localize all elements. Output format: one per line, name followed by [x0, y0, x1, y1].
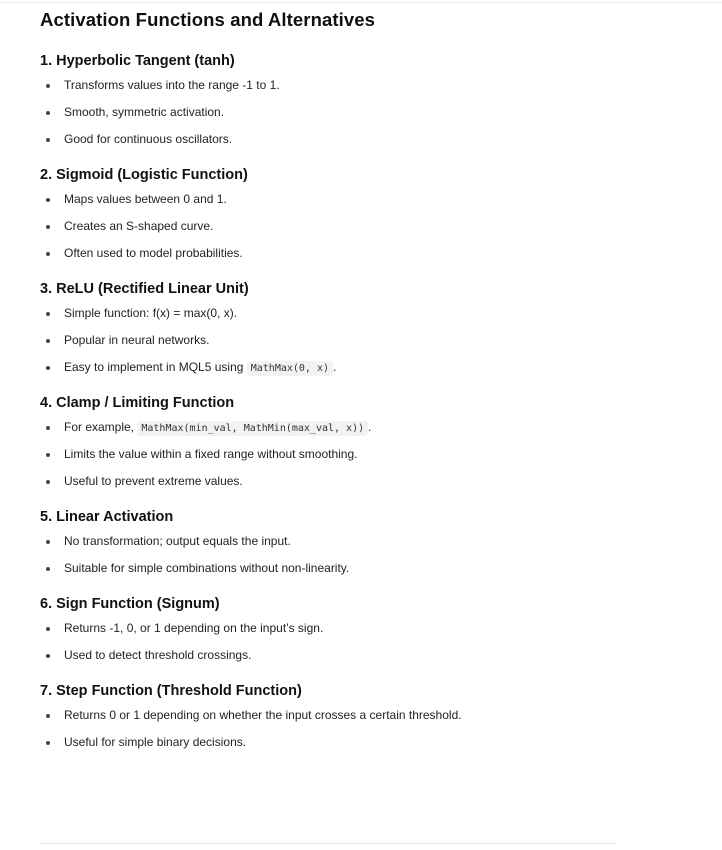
list-item — [40, 104, 640, 121]
page-title: Activation Functions and Alternatives — [40, 9, 376, 30]
list-item-text: Useful for simple binary decisions. — [64, 735, 247, 749]
bullet-icon — [46, 654, 50, 658]
list-item-text: Smooth, symmetric activation. — [64, 105, 225, 119]
list-item — [40, 734, 640, 751]
inline-code: MathMax(0, x) — [247, 361, 333, 376]
list-item — [40, 560, 640, 577]
list-item — [40, 332, 640, 349]
section-heading: 1. Hyperbolic Tangent (tanh) — [40, 53, 235, 69]
list-item-text: Limits the value within a fixed range without smoothing. — [64, 447, 358, 461]
section-1 — [40, 51, 640, 148]
list-item — [40, 707, 640, 724]
section-heading: 6. Sign Function (Signum) — [40, 596, 220, 612]
list-item — [40, 218, 640, 235]
bullet-icon — [46, 198, 50, 202]
bullet-icon — [46, 111, 50, 115]
bullet-list — [40, 620, 640, 664]
section-4 — [40, 393, 640, 490]
list-item — [40, 131, 640, 148]
list-item-text: Popular in neural networks. — [64, 333, 210, 347]
list-item — [40, 419, 640, 436]
bullet-icon — [46, 714, 50, 718]
list-item — [40, 647, 640, 664]
list-item-text: Used to detect threshold crossings. — [64, 648, 252, 662]
bullet-icon — [46, 453, 50, 457]
list-item — [40, 473, 640, 490]
list-item-text: Suitable for simple combinations without non-linearity. — [64, 561, 350, 575]
bullet-icon — [46, 567, 50, 571]
top-divider — [0, 2, 722, 3]
section-7 — [40, 681, 640, 751]
list-item — [40, 533, 640, 550]
bottom-divider — [40, 843, 616, 844]
list-item-text: Maps values between 0 and 1. — [64, 192, 227, 206]
list-item — [40, 620, 640, 637]
bullet-icon — [46, 480, 50, 484]
bullet-list — [40, 533, 640, 577]
article-content — [40, 8, 640, 751]
section-heading: 7. Step Function (Threshold Function) — [40, 683, 302, 699]
list-item-text: Easy to implement in MQL5 using — [64, 360, 247, 374]
list-item-text: Good for continuous oscillators. — [64, 132, 233, 146]
bullet-icon — [46, 312, 50, 316]
section-heading: 5. Linear Activation — [40, 509, 174, 525]
bullet-icon — [46, 426, 50, 430]
sections-container — [40, 51, 640, 751]
bullet-icon — [46, 627, 50, 631]
bullet-list — [40, 419, 640, 490]
list-item — [40, 305, 640, 322]
bullet-icon — [46, 84, 50, 88]
section-heading: 2. Sigmoid (Logistic Function) — [40, 167, 248, 183]
bullet-list — [40, 191, 640, 262]
bullet-list — [40, 305, 640, 376]
list-item-text: Returns 0 or 1 depending on whether the input crosses a certain threshold. — [64, 708, 462, 722]
section-heading: 4. Clamp / Limiting Function — [40, 395, 235, 411]
bullet-icon — [46, 540, 50, 544]
bullet-list — [40, 77, 640, 148]
section-heading: 3. ReLU (Rectified Linear Unit) — [40, 281, 249, 297]
section-6 — [40, 594, 640, 664]
section-5 — [40, 507, 640, 577]
list-item-suffix: . — [333, 360, 337, 374]
section-3 — [40, 279, 640, 376]
bullet-list — [40, 707, 640, 751]
list-item — [40, 359, 640, 376]
list-item-text: Often used to model probabilities. — [64, 246, 243, 260]
list-item-text: Useful to prevent extreme values. — [64, 474, 243, 488]
list-item-text: Returns -1, 0, or 1 depending on the input’s sign. — [64, 621, 324, 635]
bullet-icon — [46, 225, 50, 229]
bullet-icon — [46, 252, 50, 256]
bullet-icon — [46, 339, 50, 343]
list-item-text: For example, — [64, 420, 138, 434]
bullet-icon — [46, 366, 50, 370]
list-item-text: Simple function: f(x) = max(0, x). — [64, 306, 238, 320]
section-2 — [40, 165, 640, 262]
list-item — [40, 446, 640, 463]
list-item — [40, 77, 640, 94]
bullet-icon — [46, 741, 50, 745]
list-item-suffix: . — [368, 420, 372, 434]
list-item-text: Creates an S-shaped curve. — [64, 219, 214, 233]
list-item-text: Transforms values into the range -1 to 1. — [64, 78, 280, 92]
bullet-icon — [46, 138, 50, 142]
list-item — [40, 245, 640, 262]
inline-code: MathMax(min_val, MathMin(max_val, x)) — [137, 421, 368, 436]
list-item-text: No transformation; output equals the input. — [64, 534, 291, 548]
list-item — [40, 191, 640, 208]
